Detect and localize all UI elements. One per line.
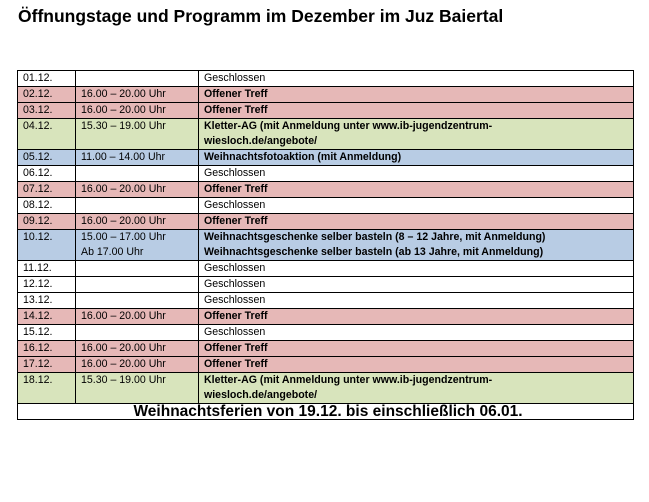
program-line-second: wiesloch.de/angebote/ (204, 135, 318, 147)
program-line: Geschlossen (204, 72, 266, 84)
table-row (18, 166, 634, 182)
time-cell (76, 277, 199, 293)
schedule-body (18, 71, 634, 404)
program-cell (199, 309, 634, 325)
time-cell (76, 373, 199, 404)
table-row (18, 293, 634, 309)
program-cell (199, 198, 634, 214)
schedule-table (17, 70, 634, 420)
program-line: Offener Treff (204, 88, 268, 100)
table-row (18, 341, 634, 357)
time-cell (76, 103, 199, 119)
time-cell (76, 198, 199, 214)
date-cell: 06.12. (18, 166, 76, 182)
program-cell (199, 357, 634, 373)
time-cell (76, 87, 199, 103)
time-cell (76, 214, 199, 230)
program-line: Offener Treff (204, 358, 268, 370)
time-cell (76, 119, 199, 150)
program-line: Offener Treff (204, 310, 268, 322)
table-row (18, 357, 634, 373)
time-line: 16.00 – 20.00 Uhr (81, 215, 166, 227)
holiday-notice: Weihnachtsferien von 19.12. bis einschließlich 06.01. (18, 404, 634, 420)
date-cell: 11.12. (18, 261, 76, 277)
time-line: 16.00 – 20.00 Uhr (81, 342, 166, 354)
program-line: Geschlossen (204, 326, 266, 338)
time-line: 16.00 – 20.00 Uhr (81, 310, 166, 322)
time-cell (76, 71, 199, 87)
program-line-second: wiesloch.de/angebote/ (204, 389, 318, 401)
table-row (18, 261, 634, 277)
program-line: Geschlossen (204, 199, 266, 211)
date-cell: 18.12. (18, 373, 76, 404)
table-row (18, 87, 634, 103)
program-cell (199, 341, 634, 357)
program-cell (199, 182, 634, 198)
date-cell: 12.12. (18, 277, 76, 293)
program-line: Weihnachtsgeschenke selber basteln (8 – 12 Jahre, mit Anmeldung) (204, 231, 546, 243)
date-cell: 08.12. (18, 198, 76, 214)
program-line: Weihnachtsfotoaktion (mit Anmeldung) (204, 151, 402, 163)
time-line: 11.00 – 14.00 Uhr (81, 151, 166, 163)
program-cell (199, 150, 634, 166)
time-cell (76, 261, 199, 277)
time-line: 15.00 – 17.00 Uhr (81, 231, 166, 243)
table-row (18, 230, 634, 261)
footer-row (18, 404, 634, 420)
date-cell: 03.12. (18, 103, 76, 119)
time-line: 15.30 – 19.00 Uhr (81, 120, 166, 132)
time-line: 16.00 – 20.00 Uhr (81, 88, 166, 100)
date-cell: 10.12. (18, 230, 76, 261)
program-cell (199, 166, 634, 182)
table-row (18, 71, 634, 87)
date-cell: 01.12. (18, 71, 76, 87)
program-line: Geschlossen (204, 167, 266, 179)
program-cell (199, 214, 634, 230)
time-cell (76, 325, 199, 341)
program-cell (199, 325, 634, 341)
program-cell (199, 373, 634, 404)
time-line: 15.30 – 19.00 Uhr (81, 374, 166, 386)
time-cell (76, 309, 199, 325)
table-row (18, 150, 634, 166)
time-cell (76, 182, 199, 198)
table-row (18, 198, 634, 214)
date-cell: 05.12. (18, 150, 76, 166)
time-cell (76, 357, 199, 373)
date-cell: 13.12. (18, 293, 76, 309)
time-cell (76, 150, 199, 166)
program-line: Offener Treff (204, 342, 268, 354)
time-cell (76, 230, 199, 261)
table-row (18, 214, 634, 230)
table-row (18, 182, 634, 198)
time-line: 16.00 – 20.00 Uhr (81, 104, 166, 116)
time-line: 16.00 – 20.00 Uhr (81, 183, 166, 195)
date-cell: 02.12. (18, 87, 76, 103)
program-line: Kletter-AG (mit Anmeldung unter www.ib-jugendzentrum- (204, 374, 493, 386)
table-row (18, 103, 634, 119)
program-line: Kletter-AG (mit Anmeldung unter www.ib-jugendzentrum- (204, 120, 493, 132)
table-row (18, 309, 634, 325)
program-cell (199, 103, 634, 119)
time-line: 16.00 – 20.00 Uhr (81, 358, 166, 370)
program-cell (199, 230, 634, 261)
table-row (18, 119, 634, 150)
page-title: Öffnungstage und Programm im Dezember im Juz Baiertal (18, 6, 504, 26)
program-line: Geschlossen (204, 278, 266, 290)
date-cell: 17.12. (18, 357, 76, 373)
program-line: Offener Treff (204, 183, 268, 195)
program-cell (199, 87, 634, 103)
program-cell (199, 261, 634, 277)
time-line-second: Ab 17.00 Uhr (81, 246, 144, 258)
program-cell (199, 277, 634, 293)
time-cell (76, 293, 199, 309)
date-cell: 14.12. (18, 309, 76, 325)
date-cell: 15.12. (18, 325, 76, 341)
date-cell: 07.12. (18, 182, 76, 198)
table-row (18, 325, 634, 341)
time-cell (76, 341, 199, 357)
program-line: Offener Treff (204, 215, 268, 227)
date-cell: 09.12. (18, 214, 76, 230)
program-cell (199, 119, 634, 150)
program-line: Geschlossen (204, 294, 266, 306)
program-line: Geschlossen (204, 262, 266, 274)
date-cell: 04.12. (18, 119, 76, 150)
time-cell (76, 166, 199, 182)
table-row (18, 373, 634, 404)
program-cell (199, 293, 634, 309)
program-cell (199, 71, 634, 87)
program-line-second: Weihnachtsgeschenke selber basteln (ab 13 Jahre, mit Anmeldung) (204, 246, 544, 258)
table-row (18, 277, 634, 293)
date-cell: 16.12. (18, 341, 76, 357)
program-line: Offener Treff (204, 104, 268, 116)
